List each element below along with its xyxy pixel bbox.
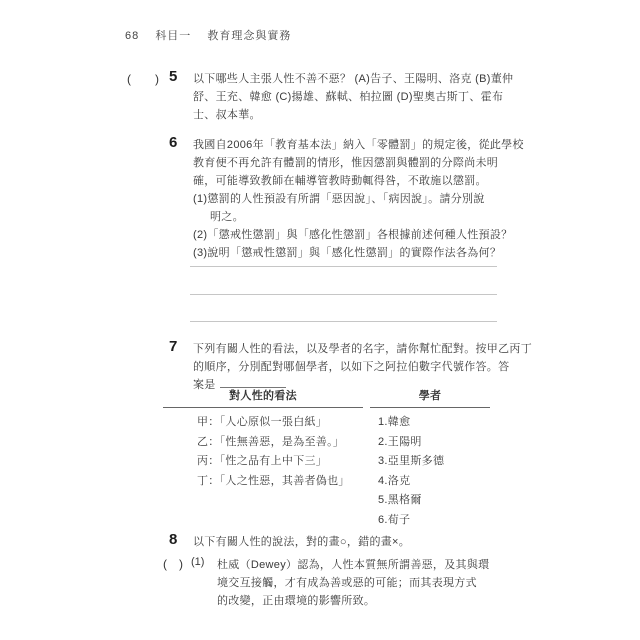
table-row: 2.王陽明 (378, 435, 422, 448)
table-row: 1.韓愈 (378, 416, 411, 428)
question-text (193, 70, 528, 124)
question-number: 7 (169, 338, 178, 355)
question-text (193, 340, 532, 394)
text-line: 明之。 (210, 211, 244, 223)
table-row: 丙：「性之品有上中下三」 (197, 455, 328, 467)
text-line: (3)說明「懲戒性懲罰」與「感化性懲罰」的實際作法各為何？ (193, 247, 502, 259)
text-line: 以下有關人性的說法，對的畫○，錯的畫×。 (193, 536, 411, 548)
text-line: 下列有關人性的看法，以及學者的名字，請你幫忙配對。按甲乙丙丁 (193, 343, 532, 355)
answer-bracket: ( ) (127, 72, 159, 86)
answer-rule-line (190, 321, 497, 322)
table-row: 4.洛克 (378, 474, 411, 487)
question-number: 6 (169, 134, 178, 151)
text-line: 教育便不再允許有體罰的情形，惟因懲罰與體罰的分際尚未明 (193, 157, 499, 169)
table-row: 丁：「人之性惡，其善者偽也」 (197, 474, 350, 487)
text-line: 的改變，正由環境的影響所致。 (217, 595, 376, 607)
text-line: 舒、王充、韓愈 (C)揚雄、蘇軾、柏拉圖 (D)聖奧古斯丁、霍布 (193, 91, 504, 103)
table-rows (370, 413, 490, 530)
question-text (193, 136, 528, 262)
section-label: 科目一 (155, 30, 192, 42)
text-line: (1)懲罰的人性預設有所謂「惡因說」、「病因說」。請分別說 (193, 193, 485, 205)
answer-rule-line (190, 266, 497, 267)
text-line: 我國自2006年「教育基本法」納入「零體罰」的規定後，從此學校 (193, 139, 524, 151)
page-header (125, 27, 303, 43)
text-line: 杜威（Dewey）認為，人性本質無所謂善惡，及其與環 (217, 559, 490, 571)
sub-item-label: (1) (191, 556, 205, 568)
table-row: 乙：「性無善惡，是為至善。」 (197, 435, 345, 448)
text-line: 士、叔本華。 (193, 109, 261, 121)
text-line: 確，可能導致教師在輔導管教時動輒得咎，不敢施以懲罰。 (193, 175, 487, 187)
page-number: 68 (125, 30, 140, 42)
answer-prefix: 案是 (193, 379, 216, 391)
table-header-views: 對人性的看法 (163, 390, 363, 408)
question-number: 5 (169, 68, 178, 85)
answer-blank (220, 376, 286, 388)
table-row: 甲：「人心原似一張白紙」 (197, 416, 328, 428)
table-column-scholars (370, 390, 490, 530)
table-row: 3.亞里斯多德 (378, 455, 445, 467)
table-header-scholars: 學者 (370, 390, 490, 408)
table-column-views (163, 390, 363, 491)
table-rows (163, 413, 363, 491)
text-line: (2)「懲戒性懲罰」與「感化性懲罰」各根據前述何種人性預設？ (193, 229, 513, 241)
table-row: 5.黑格爾 (378, 494, 422, 506)
question-number: 8 (169, 531, 178, 548)
answer-bracket: ( ) (163, 557, 183, 571)
sub-item-text (217, 556, 517, 610)
text-line: 的順序，分別配對哪個學者，以如下之阿拉伯數字代號作答。答 (193, 361, 510, 373)
question-text (193, 533, 528, 551)
text-line: 以下哪些人主張人性不善不惡？ (A)告子、王陽明、洛克 (B)董仲 (193, 73, 514, 85)
book-title: 教育理念與實務 (207, 30, 292, 42)
text-line: 境交互接觸，才有成為善或惡的可能；而其表現方式 (217, 577, 477, 589)
answer-rule-line (190, 294, 497, 295)
table-row: 6.荀子 (378, 513, 411, 526)
